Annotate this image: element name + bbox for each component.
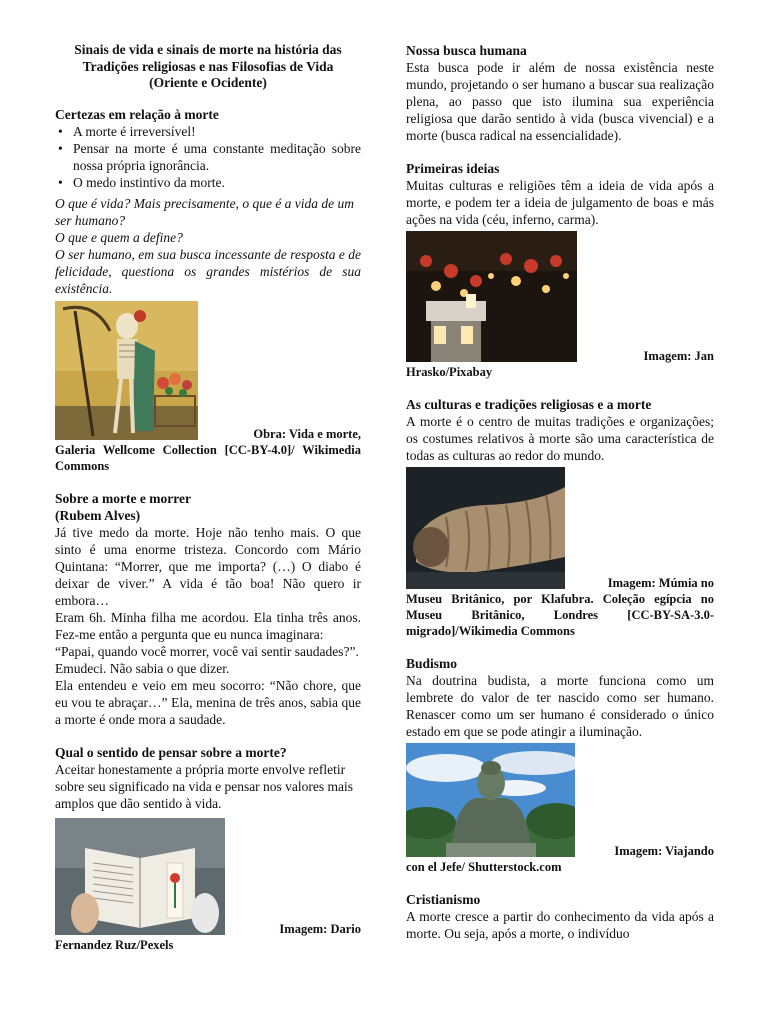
figure-caption: Imagem: Múmia no bbox=[607, 576, 714, 590]
figure-caption: Obra: Vida e morte, bbox=[253, 426, 361, 441]
heading-author: (Rubem Alves) bbox=[55, 507, 141, 523]
figure-candles bbox=[406, 231, 714, 364]
question-paragraph: O que é vida? Mais precisamente, o que é a vida de um ser humano? bbox=[55, 195, 355, 228]
heading-certezas: Certezas em relação à morte bbox=[55, 106, 219, 122]
figure-caption: Imagem: Viajando bbox=[614, 844, 714, 858]
text-paragraph: Já tive medo da morte. Hoje não tenho mais. O que sinto é uma enorme tristeza. Concordo com Mário Quintana: “Morrer, que me importa? (…) O diabo é deixar de viver.” A vida é tão boa! Não quero ir embora… bbox=[55, 524, 361, 608]
document-title: Sinais de vida e sinais de morte na história das Tradições religiosas e nas Filosofias de Vida (Oriente e Ocidente) bbox=[74, 42, 342, 90]
text-paragraph: Aceitar honestamente a própria morte envolve refletir sobre seu significado na vida e pensar nos valores mais amplos que dão sentido à vida. bbox=[55, 761, 354, 811]
figure-caption: Imagem: Dario bbox=[279, 921, 361, 936]
book-image bbox=[55, 818, 225, 935]
certezas-list bbox=[55, 123, 361, 191]
heading-primeiras-ideias: Primeiras ideias bbox=[406, 161, 500, 176]
question-paragraph: O que e quem a define? bbox=[55, 229, 183, 245]
heading-cristianismo: Cristianismo bbox=[406, 892, 481, 907]
painting-skeleton-image bbox=[55, 301, 198, 440]
figure-caption-credit: Hrasko/Pixabay bbox=[406, 365, 493, 379]
mummy-image bbox=[406, 467, 565, 589]
figure-caption-credit: Museu Britânico, por Klafubra. Coleção egípcia no Museu Britânico, Londres [CC-BY-SA-3.0-migrado]/Wikimedia Commons bbox=[406, 592, 714, 638]
list-item: • A morte é irreversível! bbox=[55, 123, 361, 140]
text-paragraph: Esta busca pode ir além de nossa existência neste mundo, projetando o ser humano a buscar sua realização plena, ao passo que isto ilumina sua experiência religiosa que darão sentido à vida (busca vivencial) e a morte (busca radical na essencialidade). bbox=[406, 60, 714, 143]
figure-caption-credit: Fernandez Ruz/Pexels bbox=[55, 937, 174, 952]
text-paragraph: A morte cresce a partir do conhecimento da vida após a morte. Ou seja, após a morte, o indivíduo bbox=[406, 909, 714, 941]
questions-block bbox=[55, 195, 361, 297]
text-paragraph: “Papai, quando você morrer, você vai sentir saudades?”. Emudeci. Não sabia o que dizer. bbox=[55, 643, 359, 676]
text-paragraph: Na doutrina budista, a morte funciona como um lembrete do valor de ter nascido como ser humano. Renascer como um ser humano é considerado o único estado em que se pode atingir a iluminação. bbox=[406, 673, 714, 739]
text-paragraph: Eram 6h. Minha filha me acordou. Ela tinha três anos. Fez-me então a pergunta que eu nunca imaginara: bbox=[55, 609, 361, 642]
text-paragraph: Ela entendeu e veio em meu socorro: “Não chore, que eu vou te abraçar…” Ela, menina de três anos, sabia que a morte é onde mora a saudade. bbox=[55, 677, 361, 727]
figure-mummy bbox=[406, 467, 714, 591]
figure-book bbox=[55, 818, 361, 937]
question-paragraph: O ser humano, em sua busca incessante de resposta e de felicidade, questiona os grandes mistérios de sua existência. bbox=[55, 246, 361, 296]
figure-caption-credit: con el Jefe/ Shutterstock.com bbox=[406, 860, 562, 874]
list-item: • Pensar na morte é uma constante meditação sobre nossa própria ignorância. bbox=[55, 140, 361, 174]
heading-culturas: As culturas e tradições religiosas e a morte bbox=[406, 397, 652, 412]
candles-image bbox=[406, 231, 577, 362]
left-column bbox=[55, 42, 361, 953]
text-paragraph: Muitas culturas e religiões têm a ideia de vida após a morte, e podem ter a ideia de julgamento de boas e más ações na vida (céu, inferno, carma). bbox=[406, 178, 714, 227]
figure-vida-morte bbox=[55, 301, 361, 442]
figure-buddha bbox=[406, 743, 714, 859]
figure-caption-credit: Galeria Wellcome Collection [CC-BY-4.0]/ Wikimedia Commons bbox=[55, 442, 361, 473]
text-paragraph: A morte é o centro de muitas tradições e organizações; os costumes relativos à morte são uma característica de todas as culturas ao redor do mundo. bbox=[406, 414, 714, 463]
right-column bbox=[406, 42, 714, 942]
figure-caption: Imagem: Jan bbox=[643, 349, 714, 363]
heading-budismo: Budismo bbox=[406, 656, 458, 671]
heading-sobre-a-morte: Sobre a morte e morrer bbox=[55, 490, 191, 506]
heading-sentido: Qual o sentido de pensar sobre a morte? bbox=[55, 744, 287, 760]
heading-busca-humana: Nossa busca humana bbox=[406, 43, 527, 58]
buddha-statue-image bbox=[406, 743, 575, 857]
list-item: • O medo instintivo da morte. bbox=[55, 174, 361, 191]
